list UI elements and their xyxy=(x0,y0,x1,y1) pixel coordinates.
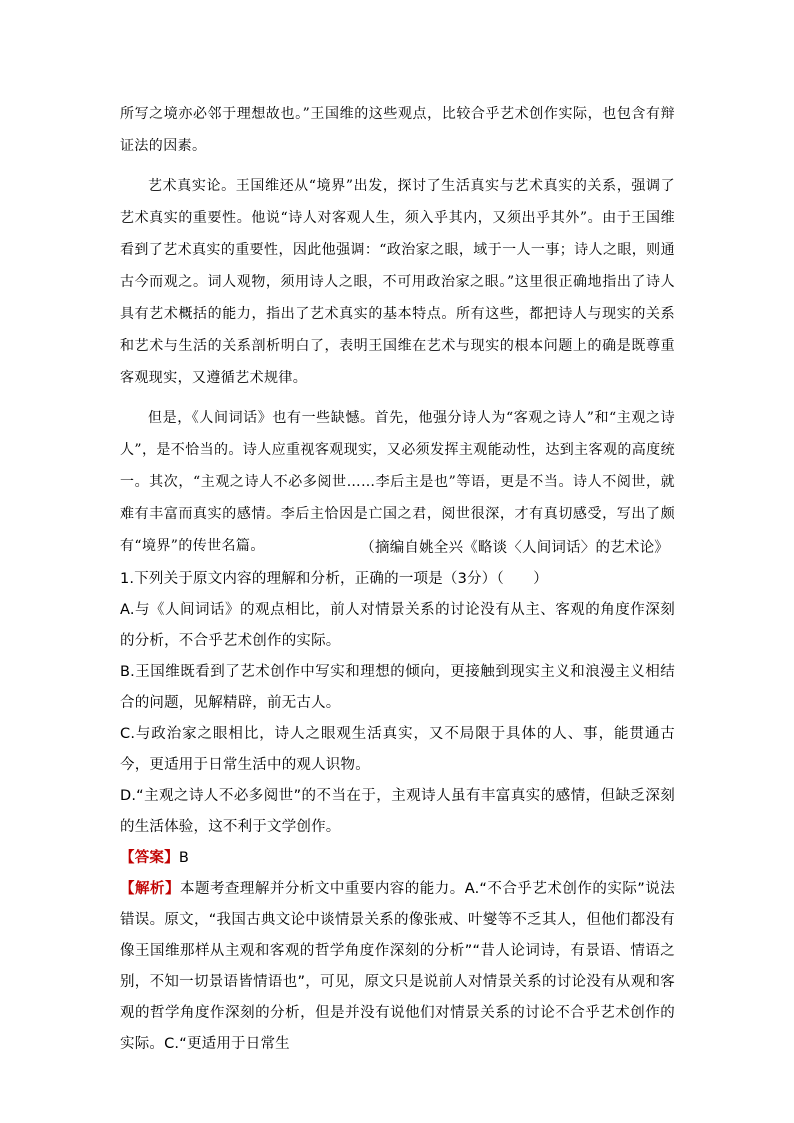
option-a: A.与《人间词话》的观点相比，前人对情景关系的讨论没有从主、客观的角度作深刻的分析，不合乎艺术创作的实际。 xyxy=(120,602,675,649)
analysis-text: 本题考查理解并分析文中重要内容的能力。A.“不合乎艺术创作的实际”说法错误。原文，“我国古典文论中谈情景关系的像张戒、叶燮等不乏其人，但他们都没有像王国维那样从主观和客观的哲学角度作深刻的分析”“昔人论词诗，有景语、情语之别，不知一切景语皆情语也”，可见，原文只是说前人对情景关系的讨论没有从观和客观的哲学角度作深刻的分析，但是并没有说他们对情景关系的讨论不合乎艺术创作的实际。C.“更适用于日常生 xyxy=(120,881,675,1052)
analysis-paragraph xyxy=(120,874,675,1060)
question-section xyxy=(120,533,675,1060)
option-b: B.王国维既看到了艺术创作中写实和理想的倾向，更接触到现实主义和浪漫主义相结合的问题，见解精辟，前无古人。 xyxy=(120,664,675,711)
passage-paragraph-3: 但是，《人间词话》也有一些缺憾。首先，他强分诗人为“客观之诗人”和“主观之诗人”，是不恰当的。诗人应重视客观现实，又必须发挥主观能动性，达到主客观的高度统一。其次，“主观之诗人不必多阅世……李后主是也”等语，更是不当。诗人不阅世，就难有丰富而真实的感情。李后主恰因是亡国之君，阅世很深，才有真切感受，写出了颇有“境界”的传世名篇。 xyxy=(120,410,675,554)
option-d: D.“主观之诗人不必多阅世”的不当在于，主观诗人虽有丰富真实的感情，但缺乏深刻的生活体验，这不利于文学创作。 xyxy=(120,788,675,835)
answer-line xyxy=(120,843,675,874)
analysis-label: 【解析】 xyxy=(120,881,180,897)
passage-paragraph-2: 艺术真实论。王国维还从“境界”出发，探讨了生活真实与艺术真实的关系，强调了艺术真实的重要性。他说“诗人对客观人生，须入乎其内，又须出乎其外”。由于王国维看到了艺术真实的重要性，因此他强调：“政治家之眼，域于一人一事；诗人之眼，则通古今而观之。词人观物，须用诗人之眼，不可用政治家之眼。”这里很正确地指出了诗人具有艺术概括的能力，指出了艺术真实的基本特点。所有这些，都把诗人与现实的关系和艺术与生活的关系剖析明白了，表明王国维在艺术与现实的根本问题上的确是既尊重客观现实，又遵循艺术规律。 xyxy=(120,178,675,386)
option-c: C.与政治家之眼相比，诗人之眼观生活真实，又不局限于具体的人、事，能贯通古今，更适用于日常生活中的观人识物。 xyxy=(120,726,675,773)
passage-paragraph-1: 所写之境亦必邻于理想故也。”王国维的这些观点，比较合乎艺术创作实际，也包含有辩证法的因素。 xyxy=(120,106,675,154)
question-stem: 1.下列关于原文内容的理解和分析，正确的一项是（3分）（ ） xyxy=(120,571,549,587)
passage-section xyxy=(120,98,675,562)
answer-value: B xyxy=(178,850,189,866)
source-citation: （摘编自姚全兴《略谈〈人间词话〉的艺术论》 xyxy=(360,540,669,556)
answer-label: 【答案】 xyxy=(120,850,179,866)
